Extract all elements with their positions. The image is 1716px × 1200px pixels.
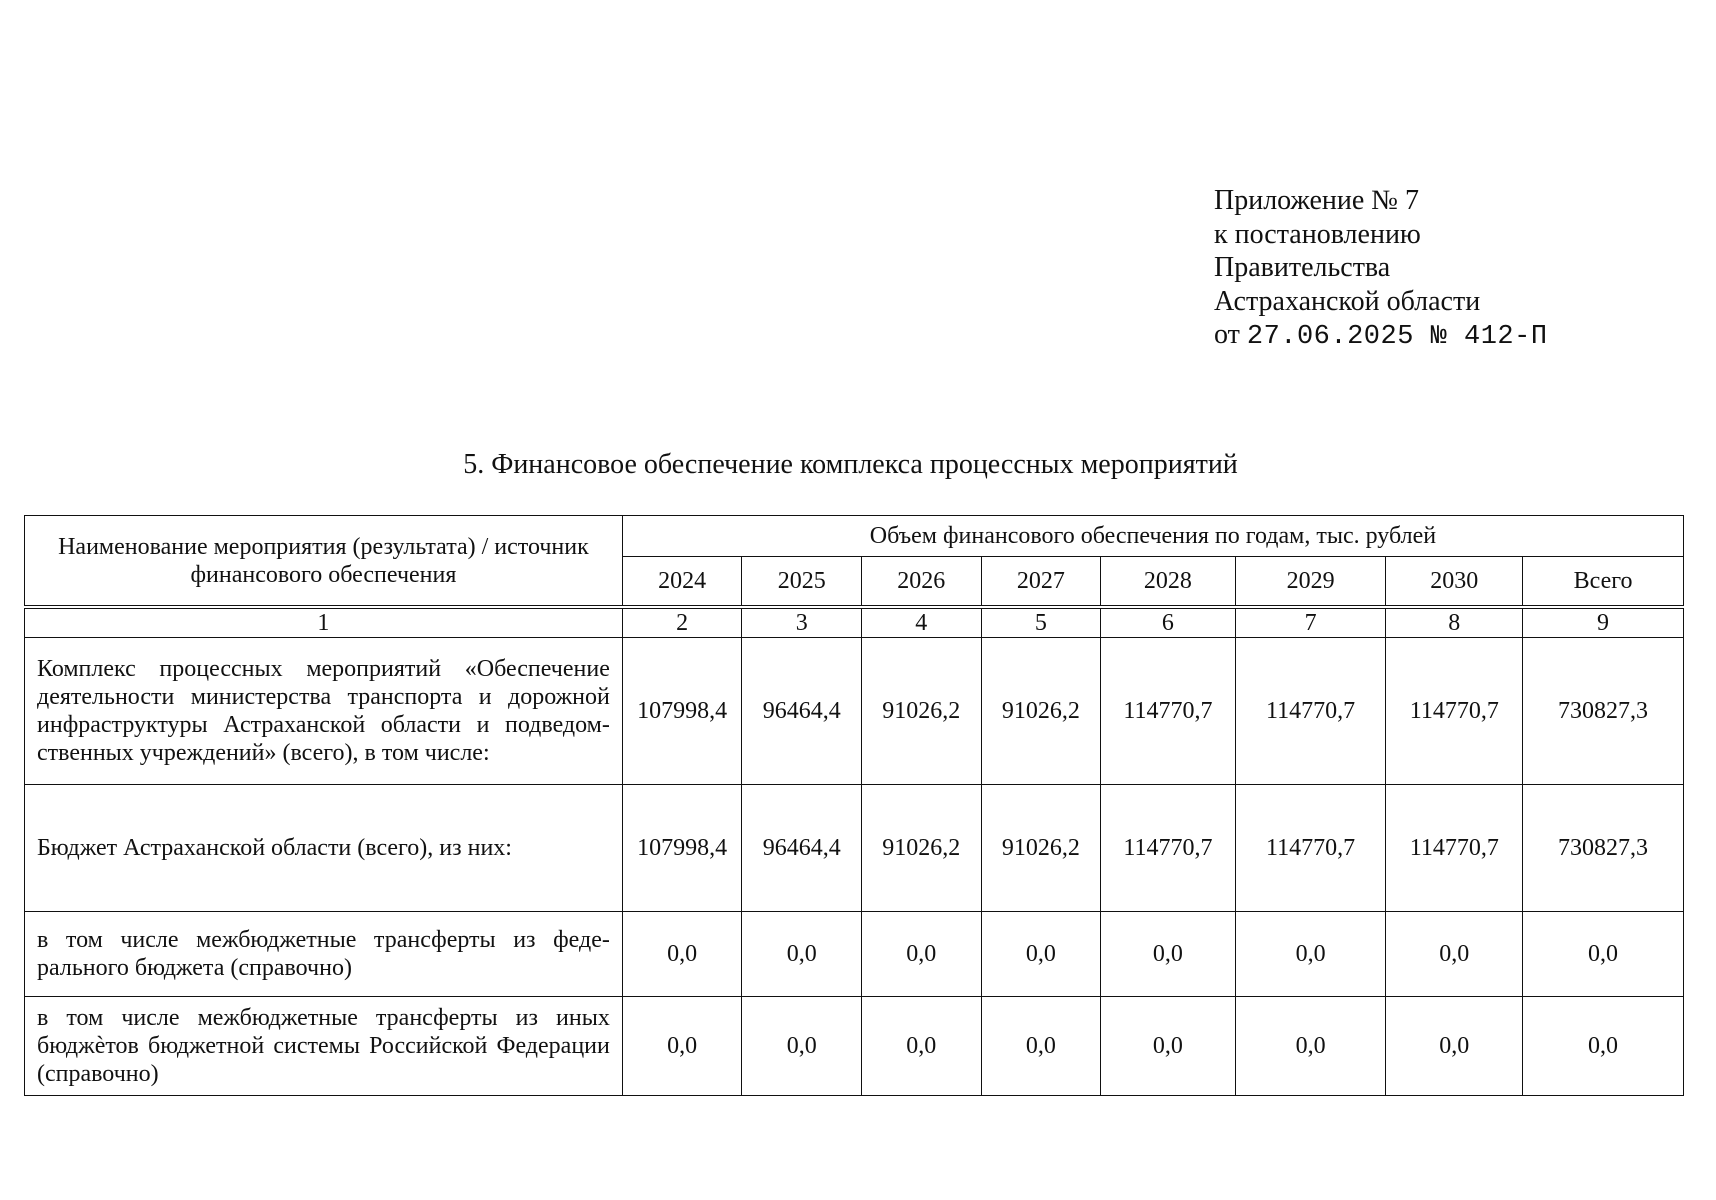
row-value: 91026,2 bbox=[981, 638, 1101, 785]
volume-column-header: Объем финансового обеспечения по годам, тыс. рублей bbox=[622, 516, 1683, 557]
column-number: 6 bbox=[1101, 607, 1236, 638]
row-value: 0,0 bbox=[1101, 912, 1236, 997]
row-value: 107998,4 bbox=[622, 785, 742, 912]
row-value: 96464,4 bbox=[742, 785, 862, 912]
row-value: 0,0 bbox=[1235, 912, 1386, 997]
row-value: 0,0 bbox=[861, 912, 981, 997]
appendix-number: Приложение № 7 bbox=[1214, 185, 1419, 216]
total-header: Всего bbox=[1523, 557, 1684, 608]
appendix-resolution-label: к постановлению bbox=[1214, 218, 1421, 250]
row-value: 91026,2 bbox=[981, 785, 1101, 912]
financing-table bbox=[24, 515, 1684, 1096]
row-value: 0,0 bbox=[1386, 912, 1523, 997]
row-value: 0,0 bbox=[981, 912, 1101, 997]
row-total: 730827,3 bbox=[1523, 785, 1684, 912]
column-number: 5 bbox=[981, 607, 1101, 638]
row-value: 0,0 bbox=[742, 997, 862, 1096]
row-value: 0,0 bbox=[1386, 997, 1523, 1096]
column-number: 3 bbox=[742, 607, 862, 638]
column-number: 9 bbox=[1523, 607, 1684, 638]
section-title-text: 5. Финансовое обеспечение комплекса процессных мероприятий bbox=[463, 449, 1238, 480]
appendix-date-prefix: от bbox=[1214, 319, 1240, 350]
column-number: 2 bbox=[622, 607, 742, 638]
row-value: 0,0 bbox=[622, 997, 742, 1096]
row-value: 91026,2 bbox=[861, 638, 981, 785]
row-value: 114770,7 bbox=[1386, 785, 1523, 912]
row-name: в том числе межбюджетные трансферты из иных бюджѐтов бюджетной системы Российской Федерации (справочно) bbox=[25, 997, 623, 1096]
row-value: 0,0 bbox=[861, 997, 981, 1096]
column-number: 8 bbox=[1386, 607, 1523, 638]
appendix-date-stamp: 27.06.2025 № 412-П bbox=[1246, 322, 1548, 352]
appendix-date-line bbox=[1214, 318, 1548, 355]
row-value: 114770,7 bbox=[1101, 638, 1236, 785]
row-value: 114770,7 bbox=[1235, 785, 1386, 912]
year-header: 2025 bbox=[742, 557, 862, 608]
appendix-header bbox=[1214, 184, 1548, 355]
row-total: 0,0 bbox=[1523, 997, 1684, 1096]
row-name: Бюджет Астраханской области (всего), из них: bbox=[25, 785, 623, 912]
row-name: в том числе межбюджетные трансферты из федерального бюджета (справочно) bbox=[25, 912, 623, 997]
column-number: 4 bbox=[861, 607, 981, 638]
row-value: 0,0 bbox=[1235, 997, 1386, 1096]
year-header: 2027 bbox=[981, 557, 1101, 608]
table-row bbox=[25, 638, 1684, 785]
year-header: 2029 bbox=[1235, 557, 1386, 608]
row-value: 91026,2 bbox=[861, 785, 981, 912]
column-number: 7 bbox=[1235, 607, 1386, 638]
column-numbers-row bbox=[25, 607, 1684, 638]
table-row bbox=[25, 785, 1684, 912]
table-row bbox=[25, 912, 1684, 997]
year-header: 2030 bbox=[1386, 557, 1523, 608]
row-value: 114770,7 bbox=[1235, 638, 1386, 785]
row-value: 114770,7 bbox=[1386, 638, 1523, 785]
name-column-header: Наименование мероприятия (результата) / источник финансового обеспечения bbox=[25, 516, 623, 608]
year-header: 2028 bbox=[1101, 557, 1236, 608]
appendix-government-label: Правительства bbox=[1214, 252, 1391, 283]
row-value: 0,0 bbox=[622, 912, 742, 997]
appendix-region-label: Астраханской области bbox=[1214, 285, 1481, 317]
year-header: 2026 bbox=[861, 557, 981, 608]
row-value: 0,0 bbox=[981, 997, 1101, 1096]
year-header: 2024 bbox=[622, 557, 742, 608]
table-header-row bbox=[25, 516, 1684, 557]
row-name: Комплекс процессных мероприятий «Обеспечение деятельности министерства транспорта и дорожной инфраструктуры Астраханской области и подведомственных учреждений» (всего), в том числе: bbox=[25, 638, 623, 785]
column-number: 1 bbox=[25, 607, 623, 638]
table-row bbox=[25, 997, 1684, 1096]
row-value: 0,0 bbox=[742, 912, 862, 997]
section-title bbox=[0, 448, 1716, 482]
row-total: 730827,3 bbox=[1523, 638, 1684, 785]
row-value: 114770,7 bbox=[1101, 785, 1236, 912]
row-value: 107998,4 bbox=[622, 638, 742, 785]
row-value: 0,0 bbox=[1101, 997, 1236, 1096]
row-value: 96464,4 bbox=[742, 638, 862, 785]
row-total: 0,0 bbox=[1523, 912, 1684, 997]
